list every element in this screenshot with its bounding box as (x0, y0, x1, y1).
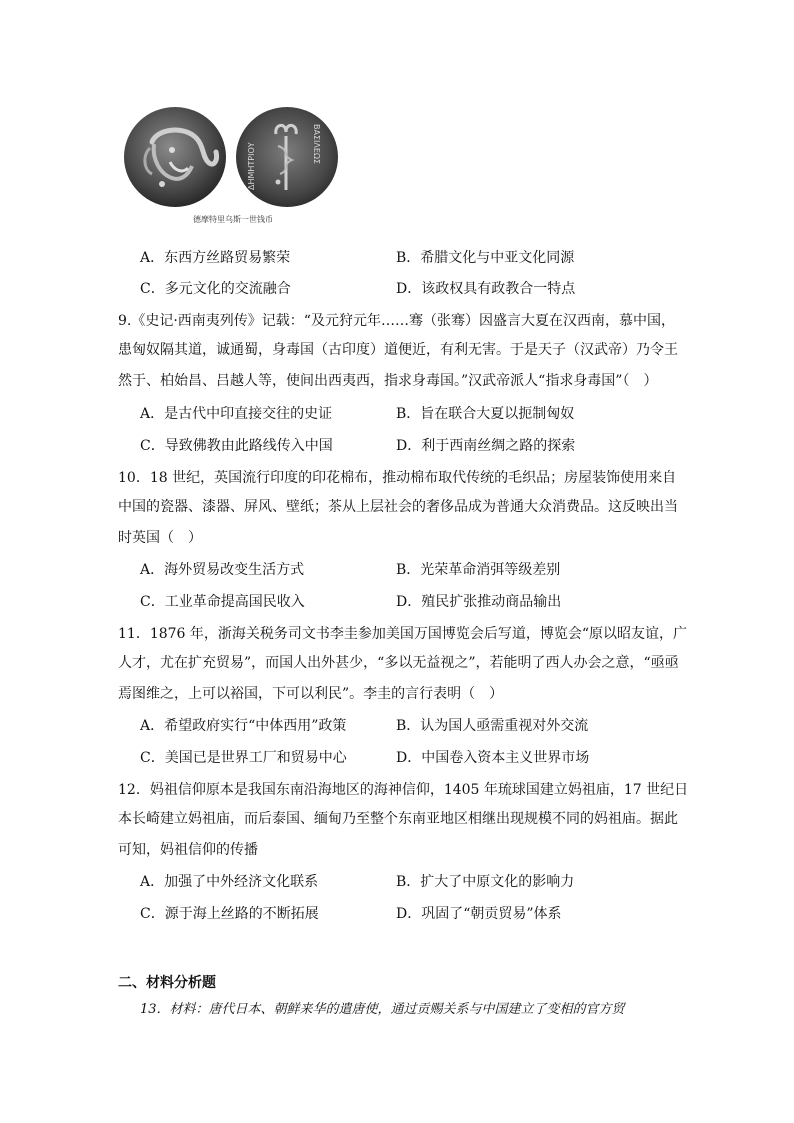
q9-stem-line-1: 9.《史记·西南夷列传》记载：“及元狩元年……骞（张骞）因盛言大夏在汉西南，慕中国， (118, 313, 675, 329)
q9-option-b: B．旨在联合大夏以扼制匈奴 (396, 406, 575, 422)
caduceus-icon (234, 104, 340, 210)
q10-option-c: C．工业革命提高国民收入 (140, 594, 305, 610)
q12-stem-line-2: 本长崎建立妈祖庙，而后泰国、缅甸乃至整个东南亚地区相继出现规模不同的妈祖庙。据此 (118, 811, 678, 827)
q11-stem-line-3: 焉图维之，上可以裕国，下可以利民”。李圭的言行表明（ ） (118, 686, 504, 702)
q9-option-d: D．利于西南丝绸之路的探索 (396, 438, 576, 454)
q11-option-b: B．认为国人亟需重视对外交流 (396, 718, 589, 734)
q11-option-c: C．美国已是世界工厂和贸易中心 (140, 750, 347, 766)
q10-option-b: B．光荣革命消弭等级差别 (396, 562, 561, 578)
q12-option-d: D．巩固了“朝贡贸易”体系 (396, 906, 562, 922)
q9-option-c: C．导致佛教由此路线传入中国 (140, 438, 333, 454)
q9-stem-line-2: 患匈奴隔其道，诚通蜀，身毒国（古印度）道便近，有利无害。于是天子（汉武帝）乃令王 (118, 342, 678, 358)
q9-option-a: A．是古代中印直接交往的史证 (140, 406, 333, 422)
q12-option-b: B．扩大了中原文化的影响力 (396, 874, 575, 890)
figure-caption: 德摩特里乌斯一世钱币 (193, 215, 273, 224)
elephant-head-icon (122, 104, 228, 210)
q8-option-c: C．多元文化的交流融合 (140, 281, 291, 297)
q8-option-b: B．希腊文化与中亚文化同源 (396, 250, 575, 266)
q12-option-c: C．源于海上丝路的不断拓展 (140, 906, 319, 922)
q10-stem-line-1: 10．18 世纪，英国流行印度的印花棉布，推动棉布取代传统的毛织品；房屋装饰使用来自 (118, 470, 677, 486)
q12-stem-line-1: 12．妈祖信仰原本是我国东南沿海地区的海神信仰，1405 年琉球国建立妈祖庙，17 世纪日 (118, 782, 689, 798)
q10-stem-line-3: 时英国（ ） (118, 530, 202, 546)
q11-option-d: D．中国卷入资本主义世界市场 (396, 750, 590, 766)
coin-figure (118, 104, 348, 230)
q10-option-d: D．殖民扩张推动商品输出 (396, 594, 562, 610)
coin-inscription-right: ΒΑΣΙΛΕΩΣ (312, 124, 321, 165)
q8-option-d: D．该政权具有政教合一特点 (396, 281, 576, 297)
q11-stem-line-2: 人才，尤在扩充贸易”，而国人出外甚少，“多以无益视之”，若能明了西人办会之意，“亟亟 (118, 655, 679, 671)
q10-stem-line-2: 中国的瓷器、漆器、屏风、壁纸；茶从上层社会的奢侈品成为普通大众消费品。这反映出当 (118, 499, 678, 515)
q9-stem-line-3: 然于、柏始昌、吕越人等，使间出西夷西，指求身毒国。”汉武帝派人“指求身毒国”（ ） (118, 373, 658, 389)
section-title: 二、材料分析题 (118, 975, 216, 991)
q13-material-line-1: 13．材料：唐代日本、朝鲜来华的遣唐使，通过贡赐关系与中国建立了变相的官方贸 (140, 1002, 625, 1017)
q8-option-a: A．东西方丝路贸易繁荣 (140, 250, 291, 266)
q12-stem-line-3: 可知，妈祖信仰的传播 (118, 842, 258, 858)
q10-option-a: A．海外贸易改变生活方式 (140, 562, 305, 578)
q11-option-a: A．希望政府实行“中体西用”政策 (140, 718, 347, 734)
coin-inscription-left: ΔΗΜΗΤΡΙΟΥ (247, 142, 256, 190)
q12-option-a: A．加强了中外经济文化联系 (140, 874, 319, 890)
q11-stem-line-1: 11．1876 年，浙海关税务司文书李圭参加美国万国博览会后写道，博览会“原以昭友谊，广 (118, 626, 688, 642)
